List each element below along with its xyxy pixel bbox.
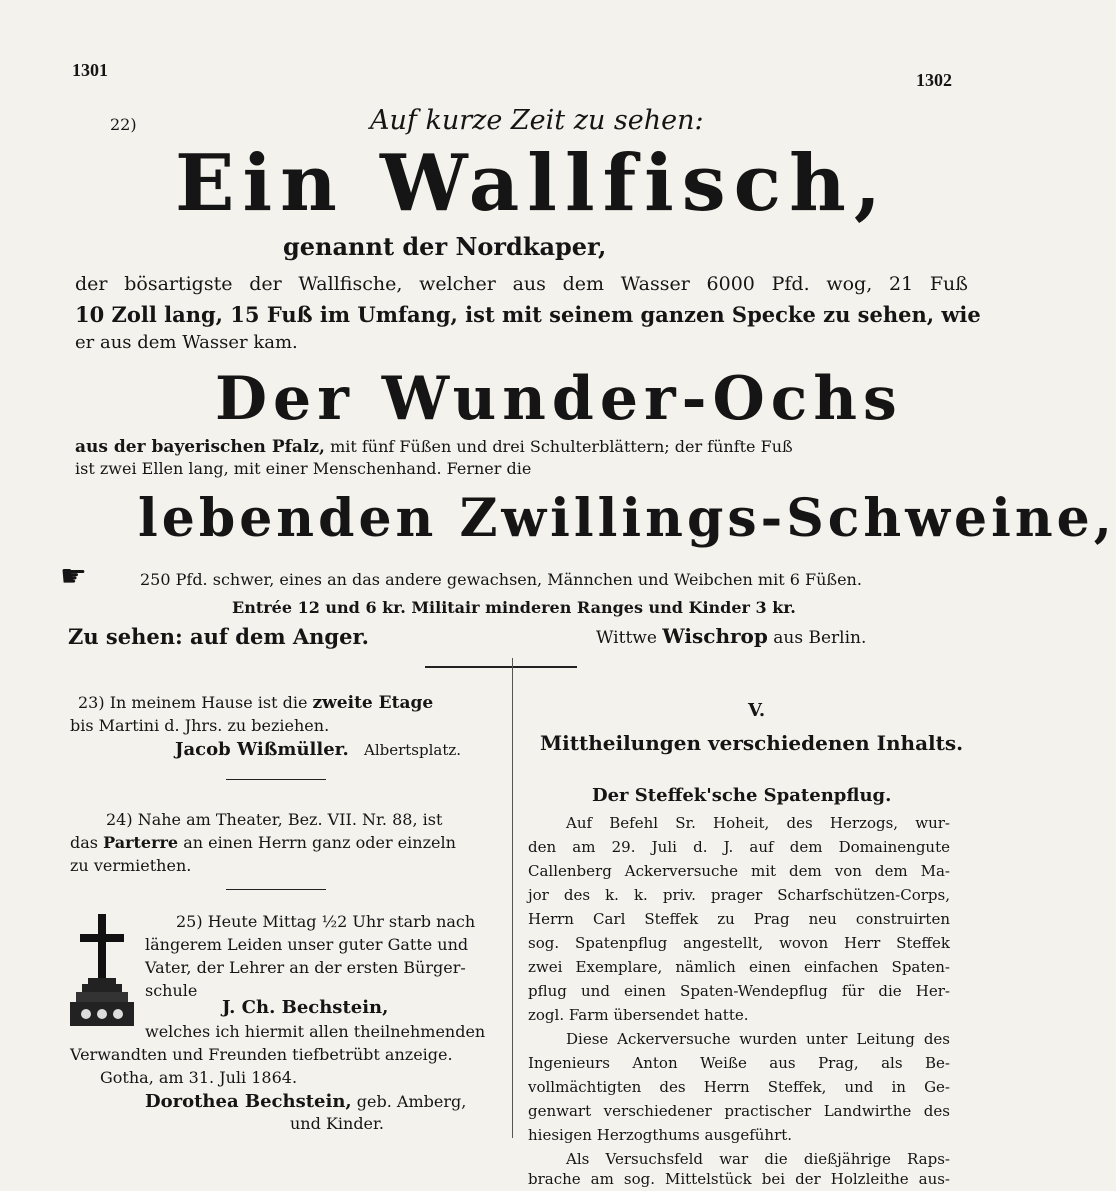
ad25-signer: Dorothea Bechstein, <box>145 1091 352 1112</box>
ad23-line <box>78 693 433 713</box>
widow-prefix: Wittwe <box>596 628 657 648</box>
article-line: den am 29. Juli d. J. auf dem Domainengute <box>528 838 950 856</box>
article-line: Ingenieurs Anton Weiße aus Prag, als Be- <box>528 1054 950 1072</box>
ad25-signer-line: und Kinder. <box>290 1114 384 1133</box>
ad25-line: 25) Heute Mittag ½2 Uhr starb nach <box>176 912 476 931</box>
widow-line <box>596 624 866 648</box>
ad25-line: schule <box>145 981 198 1000</box>
ad24-line: zu vermiethen. <box>70 856 192 875</box>
ad25-signer-rest: geb. Amberg, <box>356 1092 467 1111</box>
article-line: zwei Exemplare, nämlich einen einfachen Spaten- <box>528 958 950 976</box>
ad24-bold: Parterre <box>103 833 179 852</box>
ad25-line: welches ich hiermit allen theilnehmenden <box>145 1022 486 1041</box>
ochs-line: ist zwei Ellen lang, mit einer Menschenhand. Ferner die <box>75 459 532 478</box>
article-line: Diese Ackerversuche wurden unter Leitung des <box>566 1030 950 1048</box>
column-divider <box>512 658 513 1138</box>
description-line: 10 Zoll lang, 15 Fuß im Umfang, ist mit seinem ganzen Specke zu sehen, wie <box>75 302 981 327</box>
headline-wallfisch: Ein Wallfisch, <box>175 138 890 229</box>
headline-schweine: lebenden Zwillings-Schweine, <box>138 488 1116 549</box>
article-title: Der Steffek'sche Spatenpflug. <box>592 785 892 806</box>
location-line: Zu sehen: auf dem Anger. <box>68 624 369 649</box>
ad25-line: Vater, der Lehrer an der ersten Bürger- <box>145 958 466 977</box>
article-line: zogl. Farm übersendet hatte. <box>528 1006 749 1024</box>
ochs-line <box>75 437 965 457</box>
separator-rule <box>226 779 326 780</box>
page-number-right: 1302 <box>916 70 952 90</box>
article-line: hiesigen Herzogthums ausgeführt. <box>528 1126 793 1144</box>
ad-number: 22) <box>110 115 137 134</box>
ad25-line: Verwandten und Freunden tiefbetrübt anzeige. <box>70 1045 453 1064</box>
ad25-name: J. Ch. Bechstein, <box>222 997 389 1018</box>
subtitle-nordkaper: genannt der Nordkaper, <box>283 232 607 261</box>
article-line: Als Versuchsfeld war die dießjährige Raps- <box>566 1150 950 1168</box>
article-line: sog. Spatenpflug angestellt, wovon Herr Steffek <box>528 934 950 952</box>
schwein-line: 250 Pfd. schwer, eines an das andere gewachsen, Männchen und Weibchen mit 6 Füßen. <box>140 570 862 589</box>
widow-name: Wischrop <box>662 624 768 648</box>
entree-line: Entrée 12 und 6 kr. Militair minderen Ranges und Kinder 3 kr. <box>232 598 796 617</box>
page-number-left: 1301 <box>72 60 108 80</box>
article-line: jor des k. k. priv. prager Scharfschützen-Corps, <box>528 886 950 904</box>
separator-rule <box>425 666 577 668</box>
ad-kicker: Auf kurze Zeit zu sehen: <box>370 105 704 136</box>
section-numeral: V. <box>748 700 766 721</box>
ad23-signature: Jacob Wißmüller. <box>175 739 349 760</box>
description-line: der bösartigste der Wallfische, welcher aus dem Wasser 6000 Pfd. wog, 21 Fuß <box>75 273 968 295</box>
ochs-description: mit fünf Füßen und drei Schulterblättern; der fünfte Fuß <box>330 437 793 456</box>
ad24-line: 24) Nahe am Theater, Bez. VII. Nr. 88, ist <box>106 810 443 829</box>
ad23-bold: zweite Etage <box>312 693 434 713</box>
article-line: genwart verschiedener practischer Landwirthe des <box>528 1102 950 1120</box>
article-line: Herrn Carl Steffek zu Prag neu construirten <box>528 910 950 928</box>
section-heading: Mittheilungen verschiedenen Inhalts. <box>540 731 964 755</box>
widow-suffix: aus Berlin. <box>773 628 867 648</box>
pointing-hand-icon: ☛ <box>60 559 87 594</box>
ad25-line: längerem Leiden unser guter Gatte und <box>145 935 469 954</box>
article-line: Callenberg Ackerversuche mit dem von dem Ma- <box>528 862 950 880</box>
article-line: brache am sog. Mittelstück bei der Holzleithe aus- <box>528 1170 950 1188</box>
description-line: er aus dem Wasser kam. <box>75 332 298 353</box>
article-line: vollmächtigten des Herrn Steffek, und in Ge- <box>528 1078 950 1096</box>
ad23-line: bis Martini d. Jhrs. zu beziehen. <box>70 716 330 735</box>
article-line: pflug und einen Spaten-Wendepflug für die Her- <box>528 982 950 1000</box>
ad24-text: das <box>70 833 98 852</box>
cross-icon <box>66 912 138 1030</box>
headline-wunder-ochs: Der Wunder-Ochs <box>215 364 903 434</box>
separator-rule <box>226 889 326 890</box>
ad25-dateline: Gotha, am 31. Juli 1864. <box>100 1068 298 1087</box>
ad23-text: 23) In meinem Hause ist die <box>78 693 308 712</box>
ad23-place: Albertsplatz. <box>364 741 462 759</box>
article-line: Auf Befehl Sr. Hoheit, des Herzogs, wur- <box>566 814 950 832</box>
ad25-signer-line <box>145 1091 466 1112</box>
ad24-text: an einen Herrn ganz oder einzeln <box>183 833 456 852</box>
ochs-origin: aus der bayerischen Pfalz, <box>75 437 325 457</box>
ad24-line <box>70 833 456 852</box>
